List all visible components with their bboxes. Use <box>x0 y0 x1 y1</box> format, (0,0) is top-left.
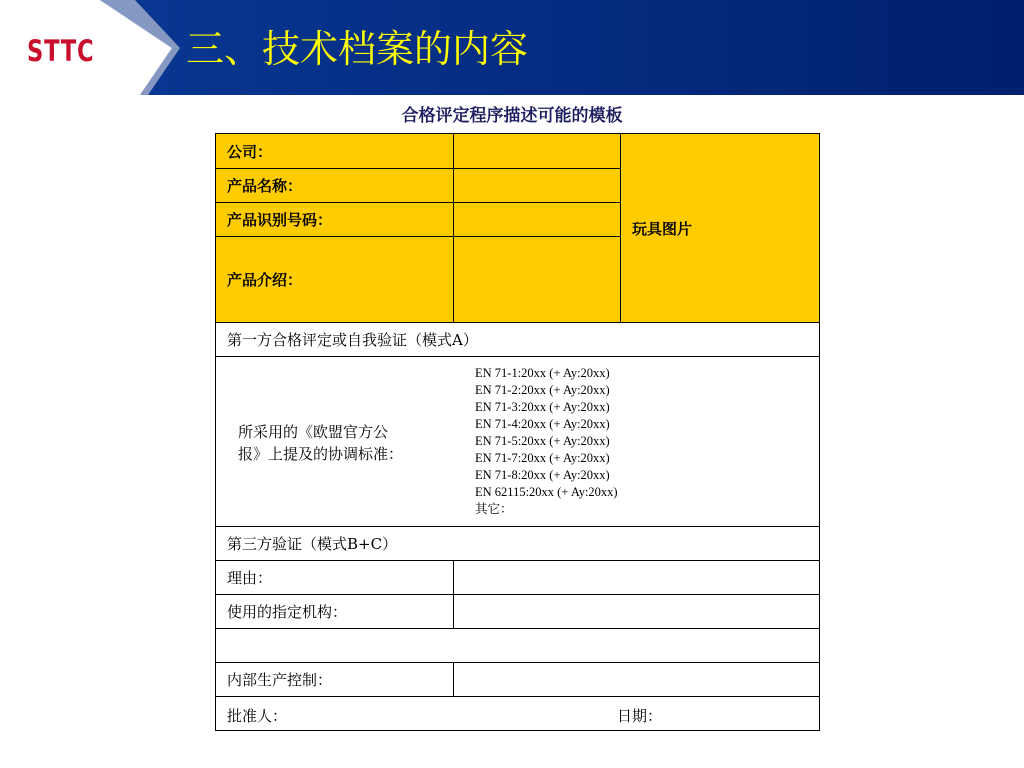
reason-value-cell[interactable] <box>454 561 820 595</box>
harmonised-standards-cell <box>216 357 820 527</box>
standard-item: EN 71-3:20xx (+ Ay:20xx) <box>475 400 610 414</box>
blank-row <box>216 629 820 663</box>
approver-label: 批准人： <box>227 706 288 725</box>
internal-control-value-cell[interactable] <box>454 663 820 697</box>
first-party-assessment-row: 第一方合格评定或自我验证（模式A） <box>216 323 820 357</box>
slide-title: 三、技术档案的内容 <box>186 27 529 71</box>
product-intro-value-cell[interactable] <box>454 237 621 323</box>
harmonised-label-line-2: 报》上提及的协调标准： <box>238 445 404 463</box>
notified-body-label: 使用的指定机构： <box>216 595 454 629</box>
company-label: 公司： <box>216 134 454 169</box>
internal-control-label: 内部生产控制： <box>216 663 454 697</box>
third-party-verification-row: 第三方验证（模式B+C） <box>216 527 820 561</box>
standard-item: EN 71-7:20xx (+ Ay:20xx) <box>475 451 610 465</box>
header-banner <box>0 0 1024 95</box>
harmonised-standards-label <box>238 421 403 465</box>
product-intro-label: 产品介绍： <box>216 237 454 323</box>
standard-item: EN 71-5:20xx (+ Ay:20xx) <box>475 434 610 448</box>
product-name-value-cell[interactable] <box>454 169 621 203</box>
reason-label: 理由： <box>216 561 454 595</box>
company-value-cell[interactable] <box>454 134 621 169</box>
toy-picture-cell[interactable]: 玩具图片 <box>621 134 820 323</box>
product-name-label: 产品名称： <box>216 169 454 203</box>
standard-item: EN 71-4:20xx (+ Ay:20xx) <box>475 417 610 431</box>
sttc-logo: STTC <box>27 34 95 68</box>
template-subtitle: 合格评定程序描述可能的模板 <box>401 106 623 126</box>
product-id-value-cell[interactable] <box>454 203 621 237</box>
product-id-label: 产品识别号码： <box>216 203 454 237</box>
standard-item: EN 71-1:20xx (+ Ay:20xx) <box>475 366 610 380</box>
standard-item: EN 71-8:20xx (+ Ay:20xx) <box>475 468 610 482</box>
assessment-form-table <box>215 133 820 731</box>
standard-item: EN 62115:20xx (+ Ay:20xx) <box>475 485 618 499</box>
approval-row <box>216 697 820 731</box>
notified-body-value-cell[interactable] <box>454 595 820 629</box>
date-label: 日期： <box>617 706 663 725</box>
standard-item: EN 71-2:20xx (+ Ay:20xx) <box>475 383 610 397</box>
standard-item-other: 其它： <box>475 502 513 516</box>
standards-list <box>475 365 618 518</box>
harmonised-label-line-1: 所采用的《欧盟官方公 <box>238 423 389 441</box>
